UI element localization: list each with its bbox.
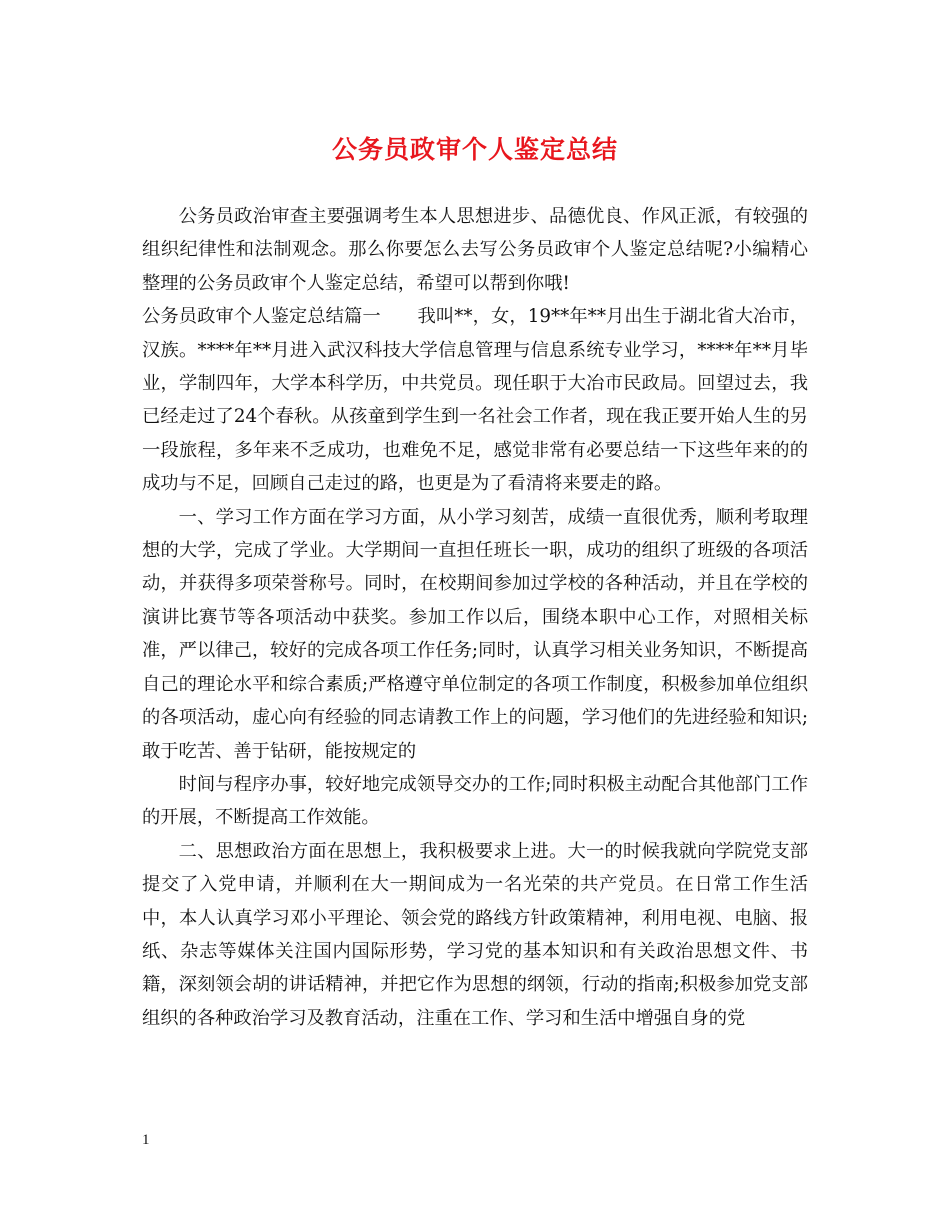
page-number: 1 [142, 1132, 150, 1148]
document-title: 公务员政审个人鉴定总结 [331, 135, 618, 164]
paragraph-study-work-continued: 时间与程序办事，较好地完成领导交办的工作;同时积极主动配合其他部门工作的开展，不断提高工作效能。 [142, 773, 808, 829]
paragraph-political-thought: 二、思想政治方面在思想上，我积极要求上进。大一的时候我就向学院党支部提交了入党申请，并顺利在大一期间成为一名光荣的共产党员。在日常工作生活中，本人认真学习邓小平理论、领会党的路线方针政策精神，利用电视、电脑、报纸、杂志等媒体关注国内国际形势，学习党的基本知识和有关政治思想文件、书籍，深刻领会胡的讲话精神，并把它作为思想的纲领，行动的指南;积极参加党支部组织的各种政治学习及教育活动，注重在工作、学习和生活中增强自身的党 [142, 840, 808, 1029]
document-body [142, 200, 808, 1035]
paragraph-section-one-heading: 公务员政审个人鉴定总结篇一 我叫**，女，19**年**月出生于湖北省大冶市，汉族。****年**月进入武汉科技大学信息管理与信息系统专业学习，****年**月毕业，学制四年，大学本科学历，中共党员。现任职于大冶市民政局。回望过去，我已经走过了24个春秋。从孩童到学生到一名社会工作者，现在我正要开始人生的另一段旅程，多年来不乏成功，也难免不足，感觉非常有必要总结一下这些年来的的成功与不足，回顾自己走过的路，也更是为了看清将来要走的路。 [142, 306, 808, 495]
paragraph-study-work: 一、学习工作方面在学习方面，从小学习刻苦，成绩一直很优秀，顺利考取理想的大学，完成了学业。大学期间一直担任班长一职，成功的组织了班级的各项活动，并获得多项荣誉称号。同时，在校期间参加过学校的各种活动，并且在学校的演讲比赛节等各项活动中获奖。参加工作以后，围绕本职中心工作，对照相关标准，严以律己，较好的完成各项工作任务;同时，认真学习相关业务知识，不断提高自己的理论水平和综合素质;严格遵守单位制定的各项工作制度，积极参加单位组织的各项活动，虚心向有经验的同志请教工作上的问题，学习他们的先进经验和知识;敢于吃苦、善于钻研，能按规定的 [142, 506, 808, 762]
paragraph-intro: 公务员政治审查主要强调考生本人思想进步、品德优良、作风正派，有较强的组织纪律性和法制观念。那么你要怎么去写公务员政审个人鉴定总结呢?小编精心整理的公务员政审个人鉴定总结，希望可以帮到你哦! [142, 206, 808, 294]
